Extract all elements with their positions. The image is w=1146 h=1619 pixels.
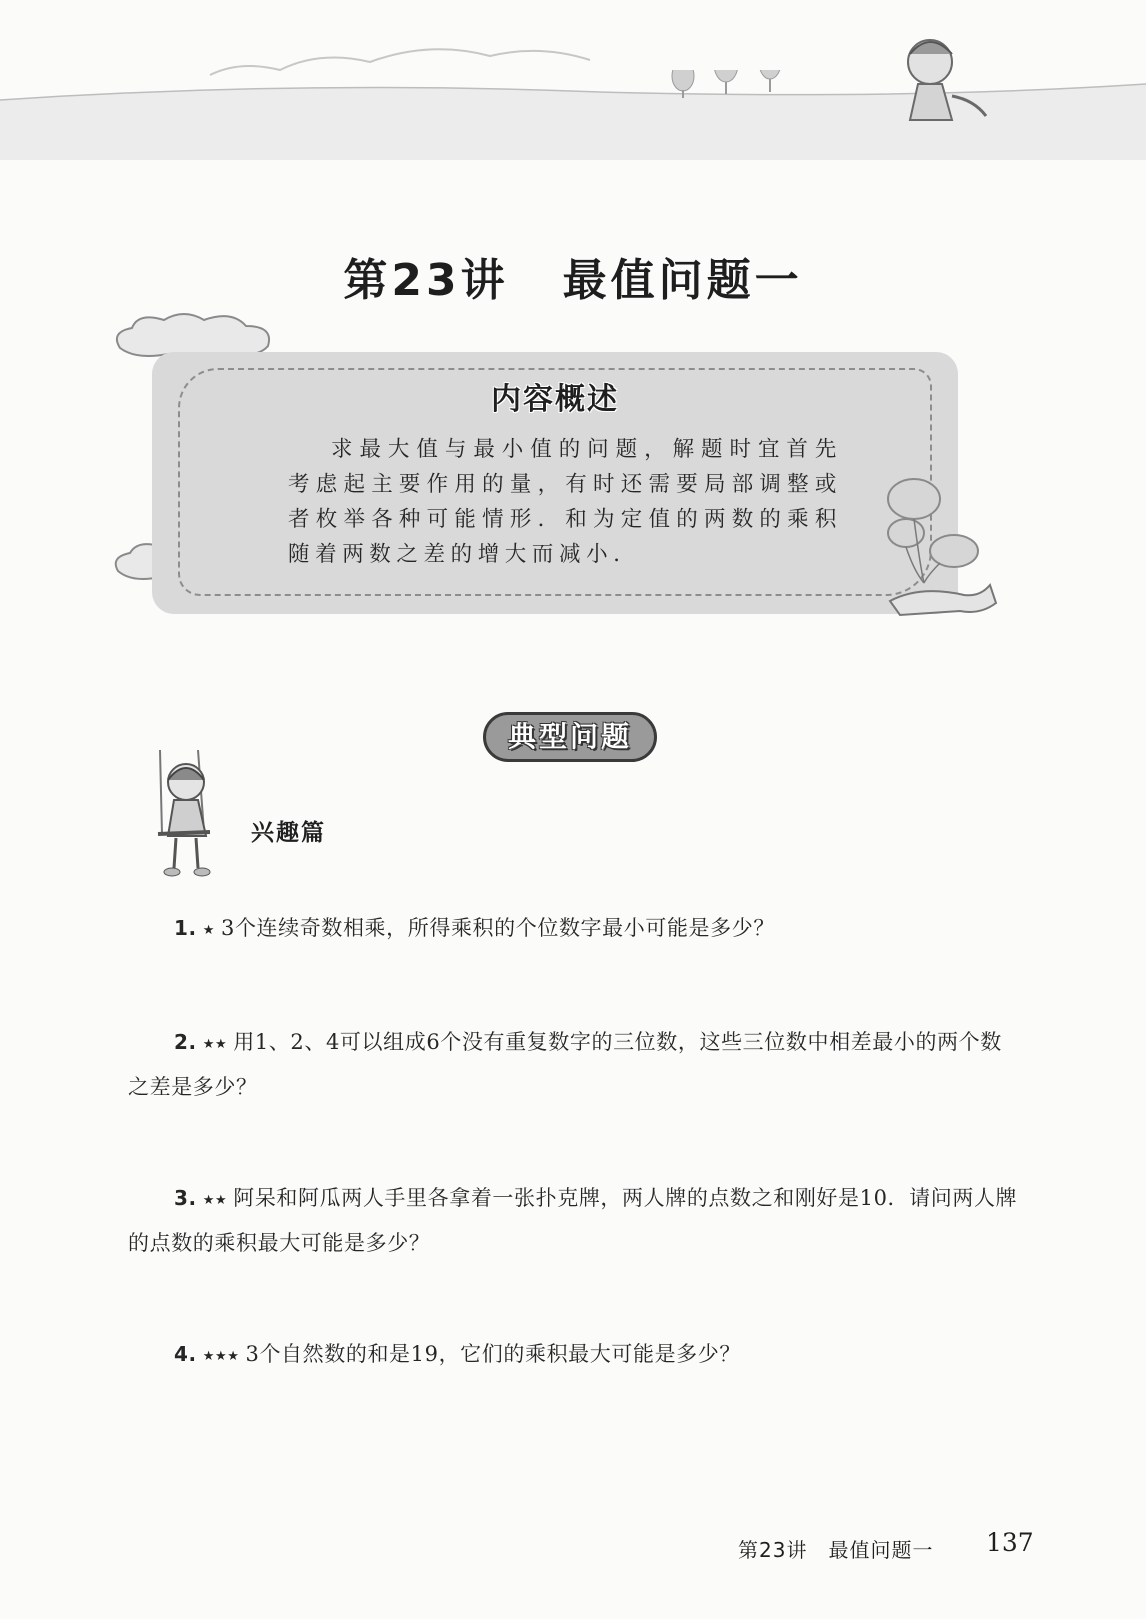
difficulty-stars: ★ (202, 923, 215, 938)
problem-number: 1. (174, 916, 197, 940)
overview-body-text: 求最大值与最小值的问题，解题时宜首先考虑起主要作用的量，有时还需要局部调整或者枚举各种可能情形．和为定值的两数的乘积随着两数之差的增大而减小． (288, 437, 842, 567)
chapter-label: 第23讲 (343, 255, 509, 306)
chapter-title (0, 244, 1146, 308)
overview-title: 内容概述 (491, 382, 619, 417)
difficulty-stars: ★★★ (202, 1349, 240, 1364)
problem-item (128, 1177, 1018, 1264)
problem-text: 用1、2、4可以组成6个没有重复数字的三位数，这些三位数中相差最小的两个数之差是多少？ (128, 1030, 1002, 1099)
problem-number: 2. (174, 1030, 197, 1054)
swing-girl-illustration (150, 750, 230, 880)
section-badge-typical-problems: 典型问题 (483, 712, 657, 762)
chapter-name: 最值问题一 (562, 255, 803, 306)
problem-number: 3. (174, 1186, 197, 1210)
running-footer-title: 第23讲 最值问题一 (738, 1538, 934, 1562)
difficulty-stars: ★★ (202, 1037, 228, 1052)
problem-text: 阿呆和阿瓜两人手里各拿着一张扑克牌，两人牌的点数之和刚好是10．请问两人牌的点数的乘积最大可能是多少？ (128, 1186, 1018, 1255)
problem-number: 4. (174, 1342, 197, 1366)
overview-box (152, 352, 958, 614)
problem-text: 3个连续奇数相乘，所得乘积的个位数字最小可能是多少？ (220, 916, 775, 940)
balloon-dog-illustration (880, 475, 1010, 635)
flying-girl-illustration (890, 30, 990, 140)
page-number: 137 (986, 1528, 1034, 1557)
sky-cloud-outline-icon (200, 30, 600, 90)
problem-item (128, 907, 1018, 952)
problem-item (128, 1021, 1018, 1108)
difficulty-stars: ★★ (202, 1193, 228, 1208)
problem-text: 3个自然数的和是19，它们的乘积最大可能是多少？ (245, 1342, 741, 1366)
subheading-interest: 兴趣篇 (251, 820, 326, 846)
problem-item (128, 1333, 1018, 1378)
